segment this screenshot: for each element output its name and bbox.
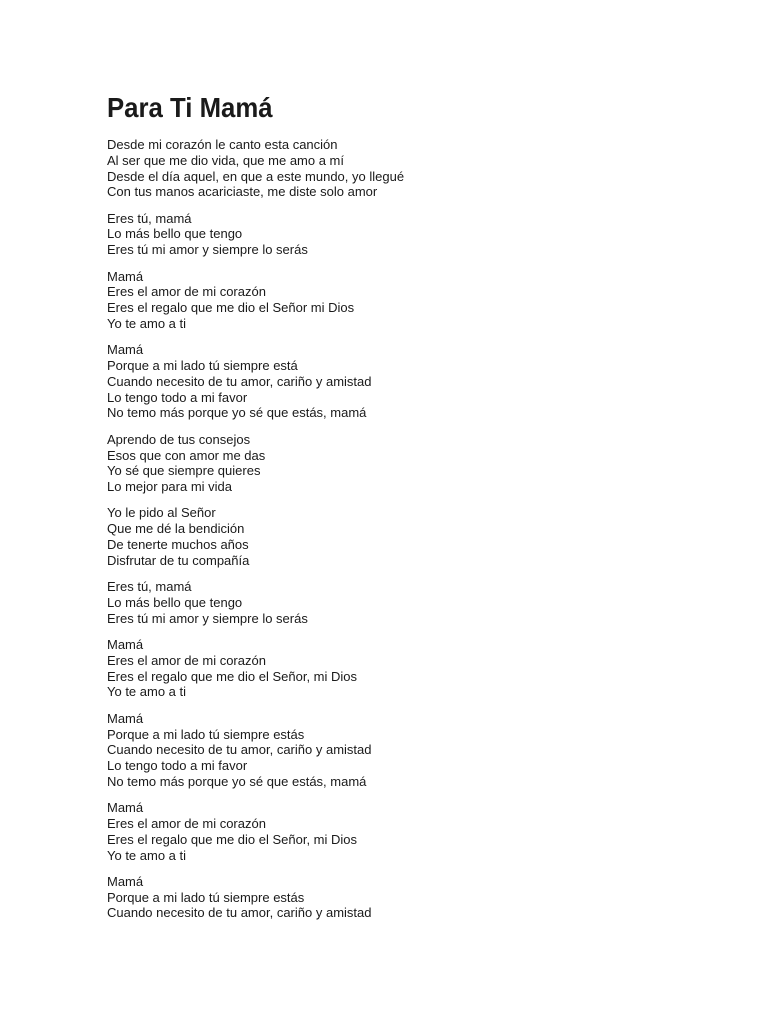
stanza — [107, 269, 667, 332]
lyric-line: Eres el amor de mi corazón — [107, 284, 266, 300]
lyric-line: No temo más porque yo sé que estás, mamá — [107, 405, 367, 421]
lyric-line: Desde el día aquel, en que a este mundo, yo llegué — [107, 168, 405, 184]
stanza — [107, 211, 667, 258]
lyric-line: Yo le pido al Señor — [107, 505, 216, 521]
page-title: Para Ti Mamá — [107, 92, 273, 123]
lyric-line: Eres el amor de mi corazón — [107, 815, 266, 831]
lyric-line: Mamá — [107, 710, 144, 726]
lyric-line: Lo más bello que tengo — [107, 226, 243, 242]
lyric-line: Esos que con amor me das — [107, 447, 266, 463]
lyric-line: Disfrutar de tu compañía — [107, 552, 250, 568]
lyric-line: Porque a mi lado tú siempre estás — [107, 726, 305, 742]
lyric-line: Mamá — [107, 637, 144, 653]
stanza — [107, 711, 667, 790]
lyric-line: Yo te amo a ti — [107, 684, 187, 700]
stanza — [107, 637, 667, 700]
lyric-line: Mamá — [107, 873, 144, 889]
stanza — [107, 505, 667, 568]
lyric-line: Cuando necesito de tu amor, cariño y amistad — [107, 905, 372, 921]
stanza — [107, 432, 667, 495]
lyric-line: Yo te amo a ti — [107, 315, 187, 331]
lyric-line: Aprendo de tus consejos — [107, 431, 251, 447]
stanza — [107, 579, 667, 626]
stanza — [107, 800, 667, 863]
lyric-line: Eres tú mi amor y siempre lo serás — [107, 610, 308, 626]
lyric-line: Eres el regalo que me dio el Señor, mi Dios — [107, 831, 358, 847]
document-page — [107, 88, 667, 932]
lyric-line: Al ser que me dio vida, que me amo a mí — [107, 152, 345, 168]
lyric-line: Cuando necesito de tu amor, cariño y amistad — [107, 373, 372, 389]
lyric-line: Lo más bello que tengo — [107, 594, 243, 610]
lyrics-body — [107, 137, 667, 921]
lyric-line: Yo sé que siempre quieres — [107, 463, 261, 479]
lyric-line: Eres el amor de mi corazón — [107, 652, 266, 668]
lyric-line: Desde mi corazón le canto esta canción — [107, 137, 338, 152]
lyric-line: Eres tú, mamá — [107, 579, 192, 595]
lyric-line: Mamá — [107, 342, 144, 358]
lyric-line: Mamá — [107, 800, 144, 816]
stanza — [107, 137, 667, 200]
lyric-line: Porque a mi lado tú siempre estás — [107, 889, 305, 905]
stanza — [107, 342, 667, 421]
lyric-line: Eres el regalo que me dio el Señor, mi Dios — [107, 668, 358, 684]
lyric-line: Eres el regalo que me dio el Señor mi Dios — [107, 300, 355, 316]
lyric-line: Eres tú, mamá — [107, 210, 192, 226]
lyric-line: Lo mejor para mi vida — [107, 479, 232, 495]
lyric-line: No temo más porque yo sé que estás, mamá — [107, 773, 367, 789]
lyric-line: De tenerte muchos años — [107, 537, 249, 553]
lyric-line: Eres tú mi amor y siempre lo serás — [107, 242, 308, 258]
lyric-line: Que me dé la bendición — [107, 521, 245, 537]
lyric-line: Yo te amo a ti — [107, 847, 187, 863]
lyric-line: Cuando necesito de tu amor, cariño y amistad — [107, 742, 372, 758]
stanza — [107, 874, 667, 921]
lyric-line: Mamá — [107, 268, 144, 284]
lyric-line: Porque a mi lado tú siempre está — [107, 358, 298, 374]
lyric-line: Con tus manos acariciaste, me diste solo amor — [107, 184, 378, 200]
lyric-line: Lo tengo todo a mi favor — [107, 758, 248, 774]
lyric-line: Lo tengo todo a mi favor — [107, 389, 248, 405]
